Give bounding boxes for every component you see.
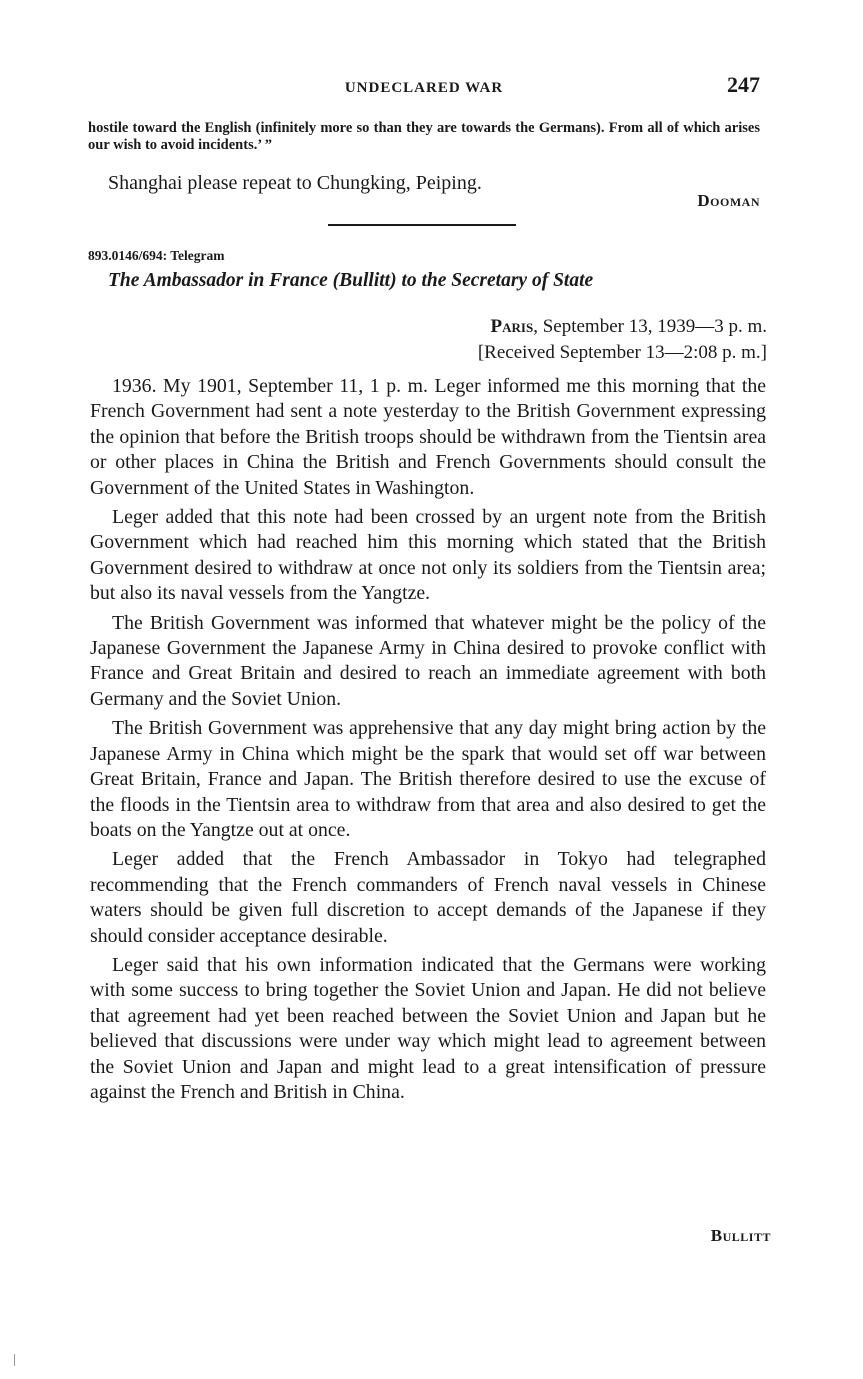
telegram-body bbox=[90, 374, 766, 1109]
paragraph: The British Government was informed that whatever might be the policy of the Japanese Government the Japanese Army in China desired to provoke conflict with France and Great Britain and desired to reach an immediate agreement with both Germany and the Soviet Union. bbox=[90, 611, 766, 710]
paragraph: Leger said that his own information indicated that the Germans were working with some success to bring together the Soviet Union and Japan. He did not believe that agreement had yet been reached between the Soviet Union and Japan but he believed that discussions were under way which might lead to agreement between the Soviet Union and Japan and might lead to a great intensification of pressure against the French and British in China. bbox=[90, 953, 766, 1103]
dateline-sent bbox=[478, 314, 767, 340]
dateline bbox=[478, 314, 767, 366]
dateline-date: , September 13, 1939—3 p. m. bbox=[533, 316, 767, 337]
continued-quote bbox=[88, 120, 760, 154]
page-number: 247 bbox=[727, 72, 760, 97]
paragraph: Leger added that the French Ambassador in Tokyo had telegraphed recommending that the French commanders of French naval vessels in Chinese waters should be given full discretion to accept demands of the Japanese if they should consider acceptance desirable. bbox=[90, 848, 766, 947]
paragraph: Leger added that this note had been crossed by an urgent note from the British Government which had reached him this morning which stated that the British Government desired to withdraw at once not only its soldiers from the Tientsin area; but also its naval vessels from the Yangtze. bbox=[90, 506, 766, 605]
running-head: UNDECLARED WAR bbox=[344, 80, 504, 96]
signature-bullitt: Bullitt bbox=[710, 1226, 771, 1245]
file-reference: 893.0146/694: Telegram bbox=[88, 248, 225, 263]
document-title: The Ambassador in France (Bullitt) to the Secretary of State bbox=[108, 270, 594, 291]
signature-dooman: Dooman bbox=[697, 191, 760, 210]
repeat-instruction: Shanghai please repeat to Chungking, Peiping. bbox=[108, 172, 482, 194]
dateline-received: [Received September 13—2:08 p. m.] bbox=[477, 342, 767, 363]
margin-mark bbox=[14, 1354, 15, 1366]
page-header bbox=[88, 72, 760, 104]
paragraph: The British Government was apprehensive that any day might bring action by the Japanese Army in China which might be the spark that would set off war between Great Britain, France and Japan. The British therefore desired to use the excuse of the floods in the Tientsin area to withdraw from that area and also desired to get the boats on the Yangtze out at once. bbox=[90, 717, 766, 841]
paragraph: 1936. My 1901, September 11, 1 p. m. Leger informed me this morning that the French Government had sent a note yesterday to the British Government expressing the opinion that before the British troops should be withdrawn from the Tientsin area or other places in China the British and French Governments should consult the Government of the United States in Washington. bbox=[90, 375, 766, 499]
quote-text: hostile toward the English (infinitely more so than they are towards the Germans). From all of which arises our wish to avoid incidents.’ ” bbox=[88, 120, 760, 153]
dateline-place: Paris bbox=[490, 316, 534, 337]
section-divider bbox=[328, 224, 516, 226]
